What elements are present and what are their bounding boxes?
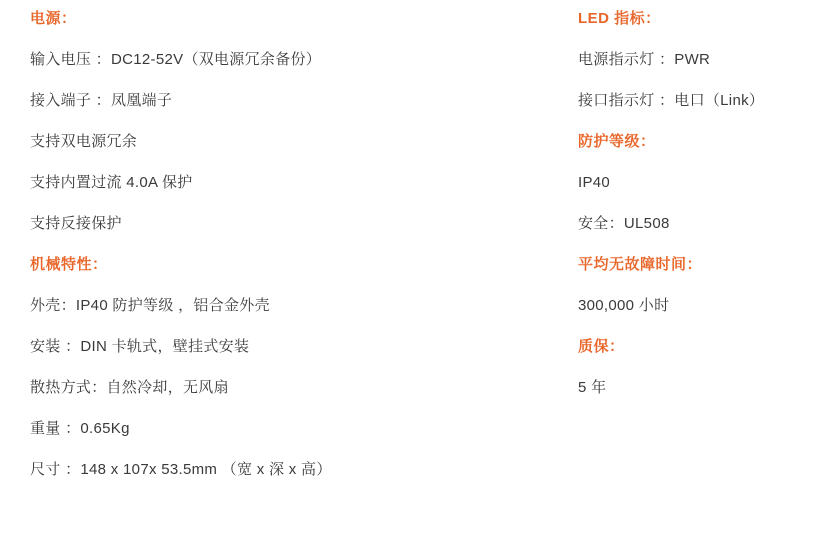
spec-row	[30, 246, 550, 287]
spec-line-overcurrent-protection: 支持内置过流 4.0A 保护	[30, 174, 193, 191]
spec-line-cooling: 散热方式：自然冷却，无风扇	[30, 379, 229, 396]
section-heading-protection-grade: 防护等级：	[578, 133, 656, 150]
spec-row	[30, 328, 550, 369]
spec-line-input-voltage: 输入电压 ：DC12-52V（双电源冗余备份）	[30, 51, 322, 68]
section-heading-power: 电源：	[30, 10, 77, 27]
spec-row	[30, 41, 550, 82]
spec-row	[578, 164, 834, 205]
right-specifications-column	[578, 0, 834, 410]
spec-line-mtbf-value: 300,000 小时	[578, 297, 670, 314]
spec-line-ip-rating: IP40	[578, 174, 611, 191]
spec-line-dimensions: 尺寸 ：148 x 107x 53.5mm （宽 x 深 x 高）	[30, 461, 332, 478]
spec-row	[30, 369, 550, 410]
spec-row	[30, 451, 550, 492]
spec-line-reverse-connection-protection: 支持反接保护	[30, 215, 122, 232]
spec-row	[578, 328, 834, 369]
spec-row	[578, 205, 834, 246]
spec-line-enclosure: 外壳：IP40 防护等级 ，铝合金外壳	[30, 297, 270, 314]
left-specifications-column	[30, 0, 550, 492]
spec-row	[578, 287, 834, 328]
spec-row	[30, 0, 550, 41]
spec-row	[578, 123, 834, 164]
section-heading-mechanical: 机械特性：	[30, 256, 108, 273]
spec-row	[578, 41, 834, 82]
spec-row	[30, 410, 550, 451]
spec-line-dual-power-redundancy: 支持双电源冗余	[30, 133, 138, 150]
spec-row	[578, 246, 834, 287]
spec-line-weight: 重量 ：0.65Kg	[30, 420, 130, 437]
spec-row	[30, 287, 550, 328]
spec-row	[578, 369, 834, 410]
section-heading-warranty: 质保：	[578, 338, 625, 355]
section-heading-mtbf: 平均无故障时间：	[578, 256, 703, 273]
spec-line-port-indicator: 接口指示灯 ：电口（Link）	[578, 92, 765, 109]
spec-line-warranty-value: 5 年	[578, 379, 607, 396]
spec-line-power-indicator: 电源指示灯 ：PWR	[578, 51, 711, 68]
spec-row	[578, 0, 834, 41]
spec-row	[30, 123, 550, 164]
spec-row	[30, 205, 550, 246]
spec-line-mounting: 安装 ：DIN 卡轨式，壁挂式安装	[30, 338, 250, 355]
spec-row	[30, 82, 550, 123]
section-heading-led: LED 指标：	[578, 10, 661, 27]
spec-line-safety: 安全：UL508	[578, 215, 670, 232]
spec-row	[578, 82, 834, 123]
spec-row	[30, 164, 550, 205]
spec-line-terminal: 接入端子 ：凤凰端子	[30, 92, 173, 109]
